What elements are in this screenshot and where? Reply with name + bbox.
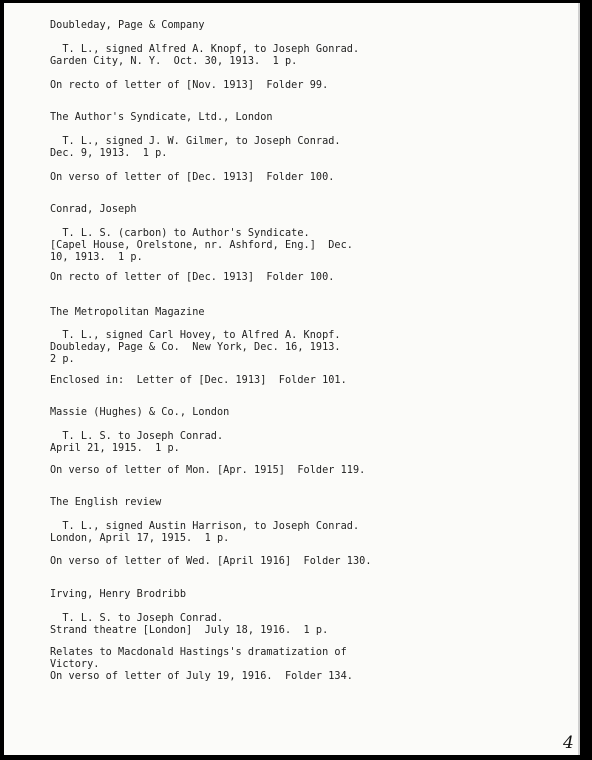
- entry-line: [Capel House, Orelstone, nr. Ashford, Eng.] Dec.: [50, 240, 353, 251]
- entry-line: T. L., signed Austin Harrison, to Joseph Conrad.: [50, 521, 360, 532]
- entry-heading: The English review: [50, 497, 162, 508]
- entry-line: T. L., signed J. W. Gilmer, to Joseph Conrad.: [50, 136, 341, 147]
- entry-line: T. L. S. to Joseph Conrad.: [50, 431, 224, 442]
- entry-line: T. L., signed Alfred A. Knopf, to Joseph Gonrad.: [50, 44, 360, 55]
- entry-heading: Irving, Henry Brodribb: [50, 589, 187, 600]
- entry-line: Strand theatre [London] July 18, 1916. 1 p.: [50, 625, 329, 636]
- entry-line: Victory.: [50, 659, 100, 670]
- entry-line: 2 p.: [50, 354, 75, 365]
- entry-location: On recto of letter of [Dec. 1913] Folder 100.: [50, 272, 335, 283]
- entry-location: On verso of letter of Wed. [April 1916] Folder 130.: [50, 556, 372, 567]
- entry-line: April 21, 1915. 1 p.: [50, 443, 180, 454]
- entry-line: Garden City, N. Y. Oct. 30, 1913. 1 p.: [50, 56, 298, 67]
- entry-location: On verso of letter of July 19, 1916. Folder 134.: [50, 671, 353, 682]
- entry-line: T. L. S. to Joseph Conrad.: [50, 613, 224, 624]
- entry-line: Doubleday, Page & Co. New York, Dec. 16, 1913.: [50, 342, 341, 353]
- entry-line: Relates to Macdonald Hastings's dramatization of: [50, 647, 347, 658]
- entry-line: T. L. S. (carbon) to Author's Syndicate.: [50, 228, 310, 239]
- document-page: [4, 3, 580, 755]
- entry-location: On recto of letter of [Nov. 1913] Folder 99.: [50, 80, 329, 91]
- entry-location: Enclosed in: Letter of [Dec. 1913] Folder 101.: [50, 375, 347, 386]
- entry-heading: Massie (Hughes) & Co., London: [50, 407, 230, 418]
- entry-heading: The Author's Syndicate, Ltd., London: [50, 112, 273, 123]
- entry-line: 10, 1913. 1 p.: [50, 252, 143, 263]
- page-number: 4: [563, 733, 574, 753]
- entry-heading: Doubleday, Page & Company: [50, 20, 205, 31]
- entry-heading: Conrad, Joseph: [50, 204, 137, 215]
- entry-heading: The Metropolitan Magazine: [50, 307, 205, 318]
- entry-line: T. L., signed Carl Hovey, to Alfred A. Knopf.: [50, 330, 341, 341]
- entry-location: On verso of letter of Mon. [Apr. 1915] Folder 119.: [50, 465, 366, 476]
- entry-line: Dec. 9, 1913. 1 p.: [50, 148, 168, 159]
- entry-location: On verso of letter of [Dec. 1913] Folder 100.: [50, 172, 335, 183]
- entry-line: London, April 17, 1915. 1 p.: [50, 533, 230, 544]
